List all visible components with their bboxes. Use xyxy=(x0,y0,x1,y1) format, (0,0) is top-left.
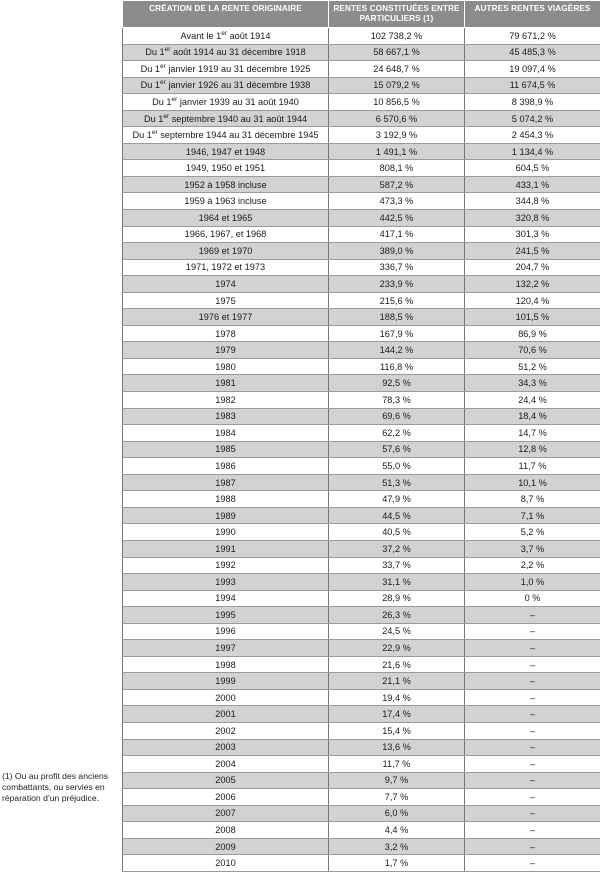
cell-rate-autres: 14,7 % xyxy=(465,425,600,442)
table-row xyxy=(123,342,600,359)
table-row xyxy=(123,772,600,789)
cell-rate-autres: – xyxy=(465,772,600,789)
table-row xyxy=(123,590,600,607)
table-row xyxy=(123,789,600,806)
cell-rate-autres: – xyxy=(465,689,600,706)
header-autres-rentes: AUTRES RENTES VIAGÈRES xyxy=(465,1,600,28)
cell-rate-particuliers: 57,6 % xyxy=(329,441,465,458)
cell-rate-particuliers: 47,9 % xyxy=(329,491,465,508)
cell-rate-autres: – xyxy=(465,822,600,839)
cell-rate-autres: 0 % xyxy=(465,590,600,607)
cell-rate-autres: 120,4 % xyxy=(465,292,600,309)
table-row xyxy=(123,358,600,375)
period-text: 1988 xyxy=(215,494,235,504)
cell-rate-autres: 604,5 % xyxy=(465,160,600,177)
table-row xyxy=(123,574,600,591)
period-text: 2008 xyxy=(215,825,235,835)
cell-rate-particuliers: 44,5 % xyxy=(329,507,465,524)
cell-rate-autres: 2 454,3 % xyxy=(465,127,600,144)
cell-rate-autres: 11 674,5 % xyxy=(465,77,600,94)
cell-rate-particuliers: 389,0 % xyxy=(329,243,465,260)
cell-period xyxy=(123,706,329,723)
cell-rate-autres: – xyxy=(465,607,600,624)
cell-period xyxy=(123,623,329,640)
cell-rate-particuliers: 102 738,2 % xyxy=(329,28,465,45)
period-text: 2009 xyxy=(215,842,235,852)
period-text: 2003 xyxy=(215,742,235,752)
period-text: 2006 xyxy=(215,792,235,802)
cell-rate-particuliers: 10 856,5 % xyxy=(329,94,465,111)
cell-rate-autres: 11,7 % xyxy=(465,458,600,475)
cell-rate-autres: 132,2 % xyxy=(465,276,600,293)
cell-rate-particuliers: 188,5 % xyxy=(329,309,465,326)
period-text: 2010 xyxy=(215,858,235,868)
period-text: Du 1 xyxy=(152,97,171,107)
table-row xyxy=(123,375,600,392)
cell-rate-autres: – xyxy=(465,656,600,673)
cell-period xyxy=(123,756,329,773)
table-row xyxy=(123,458,600,475)
cell-period xyxy=(123,491,329,508)
table-row xyxy=(123,325,600,342)
cell-rate-autres: 51,2 % xyxy=(465,358,600,375)
table-row xyxy=(123,474,600,491)
table-row xyxy=(123,739,600,756)
cell-period xyxy=(123,524,329,541)
period-text: Du 1 xyxy=(141,80,160,90)
cell-rate-autres: 1,0 % xyxy=(465,574,600,591)
cell-rate-particuliers: 15,4 % xyxy=(329,722,465,739)
cell-rate-autres: – xyxy=(465,855,600,872)
period-text: 1992 xyxy=(215,560,235,570)
table-row xyxy=(123,805,600,822)
period-text: 1989 xyxy=(215,511,235,521)
period-text: Avant le 1 xyxy=(181,31,222,41)
period-text: 1987 xyxy=(215,478,235,488)
cell-rate-autres: 24,4 % xyxy=(465,392,600,409)
cell-rate-particuliers: 587,2 % xyxy=(329,176,465,193)
table-row xyxy=(123,226,600,243)
period-text-rest: janvier 1939 au 31 août 1940 xyxy=(177,97,299,107)
cell-rate-autres: 79 671,2 % xyxy=(465,28,600,45)
cell-period xyxy=(123,822,329,839)
cell-period xyxy=(123,458,329,475)
cell-rate-autres: 433,1 % xyxy=(465,176,600,193)
cell-rate-particuliers: 336,7 % xyxy=(329,259,465,276)
table-row xyxy=(123,292,600,309)
period-text: 1974 xyxy=(215,279,235,289)
cell-rate-particuliers: 9,7 % xyxy=(329,772,465,789)
cell-rate-particuliers: 24,5 % xyxy=(329,623,465,640)
header-creation-rente: CRÉATION DE LA RENTE ORIGINAIRE xyxy=(123,1,329,28)
cell-rate-autres: 5,2 % xyxy=(465,524,600,541)
table-row xyxy=(123,491,600,508)
cell-rate-autres: – xyxy=(465,739,600,756)
period-text: 1984 xyxy=(215,428,235,438)
cell-rate-particuliers: 21,6 % xyxy=(329,656,465,673)
cell-rate-particuliers: 6,0 % xyxy=(329,805,465,822)
cell-period xyxy=(123,325,329,342)
period-text: 2007 xyxy=(215,808,235,818)
table-row xyxy=(123,855,600,872)
cell-rate-particuliers: 24 648,7 % xyxy=(329,61,465,78)
cell-period xyxy=(123,540,329,557)
period-text: 1997 xyxy=(215,643,235,653)
cell-rate-particuliers: 15 079,2 % xyxy=(329,77,465,94)
cell-rate-particuliers: 33,7 % xyxy=(329,557,465,574)
table-row xyxy=(123,756,600,773)
cell-rate-autres: 8,7 % xyxy=(465,491,600,508)
period-text: 1969 et 1970 xyxy=(199,246,253,256)
cell-rate-autres: 70,6 % xyxy=(465,342,600,359)
table-row xyxy=(123,94,600,111)
cell-period xyxy=(123,61,329,78)
cell-rate-particuliers: 1 491,1 % xyxy=(329,143,465,160)
cell-period xyxy=(123,689,329,706)
header-rentes-particuliers: RENTES CONSTITUÉES ENTRE PARTICULIERS (1) xyxy=(329,1,465,28)
cell-period xyxy=(123,226,329,243)
period-text: 2004 xyxy=(215,759,235,769)
cell-rate-autres: 34,3 % xyxy=(465,375,600,392)
table-row xyxy=(123,557,600,574)
cell-period xyxy=(123,44,329,61)
period-text: 1964 et 1965 xyxy=(199,213,253,223)
cell-rate-autres: – xyxy=(465,673,600,690)
cell-rate-autres: 10,1 % xyxy=(465,474,600,491)
cell-period xyxy=(123,425,329,442)
cell-rate-particuliers: 233,9 % xyxy=(329,276,465,293)
table-row xyxy=(123,160,600,177)
cell-rate-autres: 19 097,4 % xyxy=(465,61,600,78)
cell-rate-autres: 2,2 % xyxy=(465,557,600,574)
period-text: Du 1 xyxy=(141,64,160,74)
cell-period xyxy=(123,673,329,690)
cell-rate-autres: 241,5 % xyxy=(465,243,600,260)
cell-period xyxy=(123,276,329,293)
period-text: Du 1 xyxy=(144,114,163,124)
period-text: 1999 xyxy=(215,676,235,686)
period-text: 1971, 1972 et 1973 xyxy=(186,262,265,272)
table-row xyxy=(123,425,600,442)
table-row xyxy=(123,28,600,45)
period-text: 2000 xyxy=(215,693,235,703)
ordinal-superscript: er xyxy=(160,63,166,70)
period-text: 1949, 1950 et 1951 xyxy=(186,163,265,173)
cell-rate-particuliers: 69,6 % xyxy=(329,408,465,425)
cell-rate-particuliers: 17,4 % xyxy=(329,706,465,723)
cell-rate-particuliers: 13,6 % xyxy=(329,739,465,756)
cell-period xyxy=(123,789,329,806)
cell-period xyxy=(123,309,329,326)
table-row xyxy=(123,309,600,326)
period-text: 1959 à 1963 incluse xyxy=(184,196,266,206)
period-text: 1994 xyxy=(215,593,235,603)
cell-rate-autres: – xyxy=(465,640,600,657)
ordinal-superscript: er xyxy=(221,30,227,37)
cell-rate-autres: 12,8 % xyxy=(465,441,600,458)
cell-rate-autres: 18,4 % xyxy=(465,408,600,425)
table-row xyxy=(123,193,600,210)
cell-period xyxy=(123,176,329,193)
table-row xyxy=(123,607,600,624)
table-row xyxy=(123,392,600,409)
cell-rate-autres: 86,9 % xyxy=(465,325,600,342)
cell-rate-autres: 344,8 % xyxy=(465,193,600,210)
cell-rate-particuliers: 92,5 % xyxy=(329,375,465,392)
table-row xyxy=(123,276,600,293)
cell-rate-particuliers: 51,3 % xyxy=(329,474,465,491)
ordinal-superscript: er xyxy=(172,96,178,103)
table-row xyxy=(123,408,600,425)
cell-period xyxy=(123,722,329,739)
period-text: 1990 xyxy=(215,527,235,537)
period-text: 2005 xyxy=(215,775,235,785)
cell-rate-autres: 8 398,9 % xyxy=(465,94,600,111)
cell-period xyxy=(123,441,329,458)
cell-rate-autres: 45 485,3 % xyxy=(465,44,600,61)
cell-period xyxy=(123,110,329,127)
cell-period xyxy=(123,557,329,574)
table-row xyxy=(123,640,600,657)
cell-rate-autres: – xyxy=(465,789,600,806)
table-row xyxy=(123,441,600,458)
cell-period xyxy=(123,474,329,491)
period-text-rest: septembre 1944 au 31 décembre 1945 xyxy=(158,130,319,140)
cell-period xyxy=(123,408,329,425)
cell-period xyxy=(123,292,329,309)
rates-table-container xyxy=(122,0,600,872)
cell-rate-particuliers: 37,2 % xyxy=(329,540,465,557)
period-text: 1993 xyxy=(215,577,235,587)
period-text: 1996 xyxy=(215,626,235,636)
cell-rate-particuliers: 473,3 % xyxy=(329,193,465,210)
cell-period xyxy=(123,375,329,392)
ordinal-superscript: er xyxy=(165,46,171,53)
table-row xyxy=(123,689,600,706)
footnote: (1) Ou au profit des anciens combattants, ou servies en réparation d’un préjudice. xyxy=(2,771,124,804)
cell-rate-autres: – xyxy=(465,805,600,822)
table-row xyxy=(123,176,600,193)
cell-period xyxy=(123,392,329,409)
cell-rate-particuliers: 3,2 % xyxy=(329,838,465,855)
table-row xyxy=(123,44,600,61)
ordinal-superscript: er xyxy=(163,112,169,119)
cell-period xyxy=(123,739,329,756)
cell-period xyxy=(123,607,329,624)
cell-period xyxy=(123,772,329,789)
table-body xyxy=(123,28,600,872)
period-text: 2002 xyxy=(215,726,235,736)
cell-rate-autres: 7,1 % xyxy=(465,507,600,524)
cell-rate-particuliers: 167,9 % xyxy=(329,325,465,342)
cell-period xyxy=(123,77,329,94)
period-text: 1995 xyxy=(215,610,235,620)
period-text: 1976 et 1977 xyxy=(199,312,253,322)
table-row xyxy=(123,822,600,839)
cell-period xyxy=(123,160,329,177)
table-row xyxy=(123,259,600,276)
table-row xyxy=(123,127,600,144)
cell-period xyxy=(123,342,329,359)
cell-period xyxy=(123,94,329,111)
cell-period xyxy=(123,640,329,657)
cell-rate-particuliers: 31,1 % xyxy=(329,574,465,591)
rente-revaluation-table xyxy=(122,0,600,872)
cell-rate-autres: 5 074,2 % xyxy=(465,110,600,127)
table-header-row xyxy=(123,1,600,28)
table-row xyxy=(123,143,600,160)
table-row xyxy=(123,656,600,673)
cell-rate-particuliers: 28,9 % xyxy=(329,590,465,607)
cell-rate-particuliers: 144,2 % xyxy=(329,342,465,359)
cell-rate-particuliers: 40,5 % xyxy=(329,524,465,541)
table-row xyxy=(123,673,600,690)
cell-rate-autres: 101,5 % xyxy=(465,309,600,326)
ordinal-superscript: er xyxy=(152,129,158,136)
period-text-rest: septembre 1940 au 31 août 1944 xyxy=(169,114,307,124)
table-row xyxy=(123,540,600,557)
cell-rate-autres: 301,3 % xyxy=(465,226,600,243)
cell-rate-particuliers: 116,8 % xyxy=(329,358,465,375)
cell-rate-autres: – xyxy=(465,756,600,773)
cell-period xyxy=(123,210,329,227)
cell-period xyxy=(123,243,329,260)
period-text: 1980 xyxy=(215,362,235,372)
cell-period xyxy=(123,259,329,276)
table-row xyxy=(123,77,600,94)
cell-rate-particuliers: 3 192,9 % xyxy=(329,127,465,144)
cell-rate-particuliers: 4,4 % xyxy=(329,822,465,839)
cell-period xyxy=(123,143,329,160)
period-text-rest: août 1914 au 31 décembre 1918 xyxy=(170,47,305,57)
period-text: 1966, 1967, et 1968 xyxy=(185,229,267,239)
period-text: 1983 xyxy=(215,411,235,421)
cell-rate-particuliers: 1,7 % xyxy=(329,855,465,872)
cell-rate-autres: 3,7 % xyxy=(465,540,600,557)
period-text: 1998 xyxy=(215,660,235,670)
period-text-rest: janvier 1919 au 31 décembre 1925 xyxy=(166,64,311,74)
cell-rate-particuliers: 7,7 % xyxy=(329,789,465,806)
period-text: 1979 xyxy=(215,345,235,355)
period-text: 2001 xyxy=(215,709,235,719)
period-text: 1981 xyxy=(215,378,235,388)
period-text: 1985 xyxy=(215,444,235,454)
cell-rate-particuliers: 215,6 % xyxy=(329,292,465,309)
cell-rate-particuliers: 58 667,1 % xyxy=(329,44,465,61)
table-row xyxy=(123,210,600,227)
period-text: 1991 xyxy=(215,544,235,554)
period-text: 1978 xyxy=(215,329,235,339)
cell-rate-particuliers: 442,5 % xyxy=(329,210,465,227)
cell-rate-autres: 320,8 % xyxy=(465,210,600,227)
cell-rate-particuliers: 21,1 % xyxy=(329,673,465,690)
period-text: Du 1 xyxy=(145,47,164,57)
period-text-rest: janvier 1926 au 31 décembre 1938 xyxy=(166,80,311,90)
cell-period xyxy=(123,193,329,210)
period-text: 1975 xyxy=(215,296,235,306)
table-row xyxy=(123,623,600,640)
cell-rate-particuliers: 417,1 % xyxy=(329,226,465,243)
cell-rate-particuliers: 55,0 % xyxy=(329,458,465,475)
table-row xyxy=(123,722,600,739)
period-text: 1946, 1947 et 1948 xyxy=(186,147,265,157)
cell-rate-particuliers: 808,1 % xyxy=(329,160,465,177)
cell-period xyxy=(123,855,329,872)
cell-period xyxy=(123,590,329,607)
cell-period xyxy=(123,127,329,144)
table-row xyxy=(123,706,600,723)
cell-rate-particuliers: 19,4 % xyxy=(329,689,465,706)
table-row xyxy=(123,507,600,524)
period-text: 1952 à 1958 incluse xyxy=(184,180,266,190)
cell-rate-autres: 204,7 % xyxy=(465,259,600,276)
cell-rate-autres: – xyxy=(465,722,600,739)
cell-rate-particuliers: 78,3 % xyxy=(329,392,465,409)
cell-rate-particuliers: 62,2 % xyxy=(329,425,465,442)
period-text: Du 1 xyxy=(132,130,151,140)
table-row xyxy=(123,243,600,260)
cell-period xyxy=(123,574,329,591)
cell-rate-autres: – xyxy=(465,623,600,640)
period-text: 1986 xyxy=(215,461,235,471)
cell-rate-particuliers: 6 570,6 % xyxy=(329,110,465,127)
cell-period xyxy=(123,805,329,822)
cell-period xyxy=(123,358,329,375)
cell-period xyxy=(123,656,329,673)
cell-rate-autres: – xyxy=(465,706,600,723)
table-row xyxy=(123,524,600,541)
table-row xyxy=(123,61,600,78)
ordinal-superscript: er xyxy=(160,79,166,86)
cell-rate-particuliers: 22,9 % xyxy=(329,640,465,657)
cell-period xyxy=(123,838,329,855)
cell-period xyxy=(123,507,329,524)
cell-rate-autres: 1 134,4 % xyxy=(465,143,600,160)
period-text: 1982 xyxy=(215,395,235,405)
period-text-rest: août 1914 xyxy=(227,31,270,41)
cell-rate-particuliers: 11,7 % xyxy=(329,756,465,773)
cell-rate-autres: – xyxy=(465,838,600,855)
table-row xyxy=(123,110,600,127)
cell-rate-particuliers: 26,3 % xyxy=(329,607,465,624)
table-row xyxy=(123,838,600,855)
cell-period xyxy=(123,28,329,45)
